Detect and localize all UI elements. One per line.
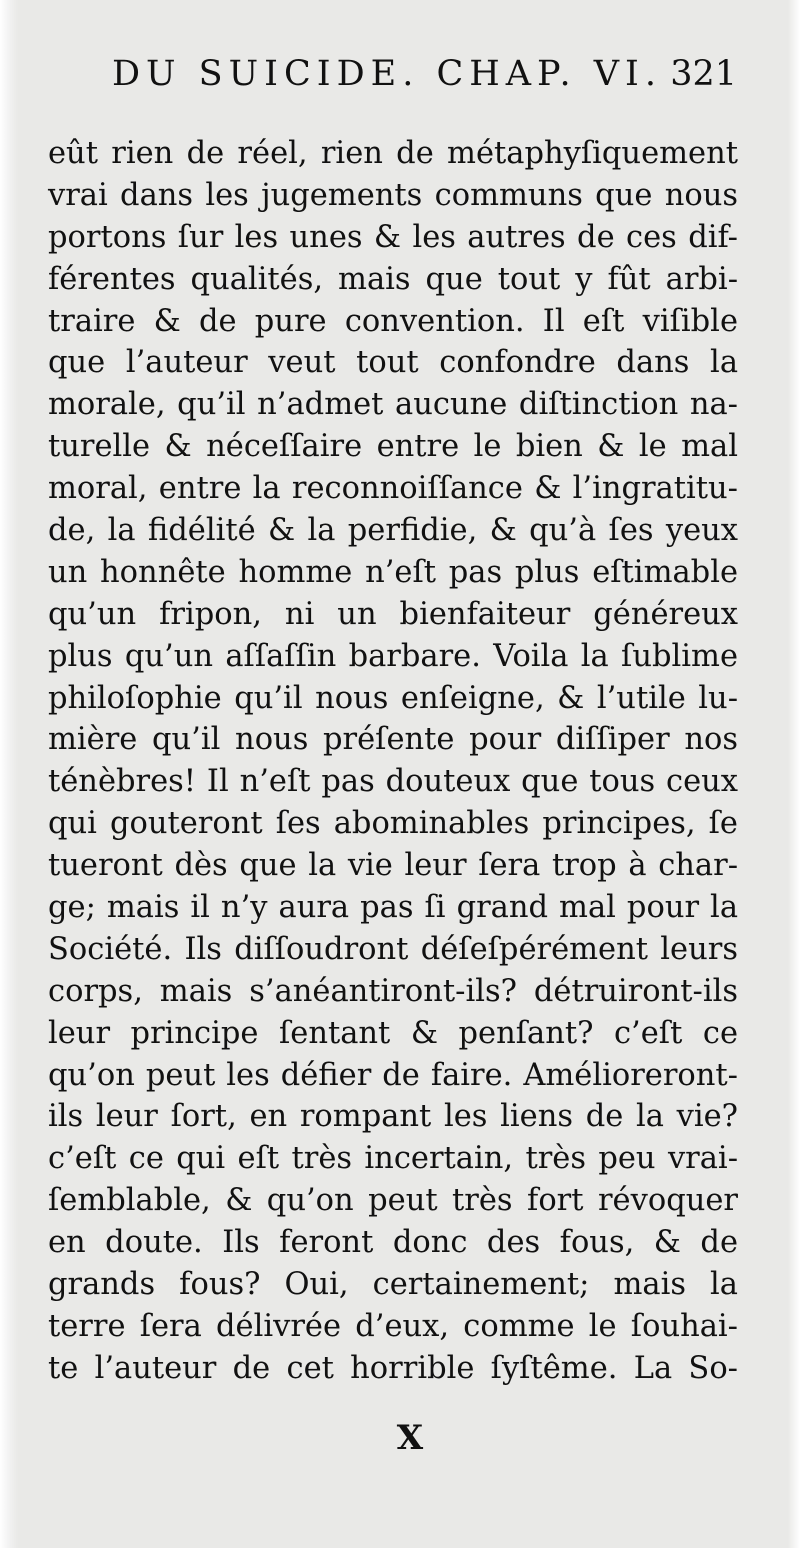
text-line: corps, mais s’anéantiront-ils? détruiront-ils xyxy=(48,973,738,1009)
text-line: qui gouteront ſes abominables principes, ſe xyxy=(48,806,738,842)
text-line: Société. Ils diſſoudront déſeſpérément leurs xyxy=(48,931,738,967)
text-line: morale, qu’il n’admet aucune diſtinction na- xyxy=(48,387,738,423)
text-line: eût rien de réel, rien de métaphyſiquement xyxy=(48,136,738,171)
text-line: c’eſt ce qui eſt très incertain, très peu vrai- xyxy=(48,1141,738,1177)
text-line: en doute. Ils feront donc des fous, & de xyxy=(48,1225,738,1261)
signature-mark: X xyxy=(396,1418,424,1458)
text-line: mière qu’il nous préſente pour diſſiper nos xyxy=(48,722,738,758)
text-line: qu’on peut les défier de faire. Amélioreront- xyxy=(48,1057,738,1093)
text-line: tueront dès que la vie leur ſera trop à char- xyxy=(48,848,738,884)
text-line: un honnête homme n’eſt pas plus eſtimable xyxy=(48,554,738,590)
running-header xyxy=(112,54,737,104)
body-text xyxy=(48,133,738,1390)
text-line: leur principe ſentant & penſant? c’eſt ce xyxy=(48,1015,738,1051)
text-line: qu’un fripon, ni un bienfaiteur généreux xyxy=(48,596,738,632)
text-line: philoſophie qu’il nous enſeigne, & l’utile lu- xyxy=(48,680,738,716)
text-line: que l’auteur veut tout confondre dans la xyxy=(48,345,738,381)
page-number: 321 xyxy=(670,54,737,94)
text-line: ténèbres! Il n’eſt pas douteux que tous ceux xyxy=(48,764,738,800)
binding-shadow xyxy=(0,0,18,1548)
text-line: ge; mais il n’y aura pas ſi grand mal pour la xyxy=(48,890,738,926)
text-line: terre ſera délivrée d’eux, comme le ſouhai- xyxy=(48,1308,738,1344)
text-line: te l’auteur de cet horrible ſyſtême. La So- xyxy=(48,1350,738,1386)
text-line: de, la fidélité & la perfidie, & qu’à ſes yeux xyxy=(48,513,738,549)
text-line: plus qu’un aſſaſſin barbare. Voila la ſublime xyxy=(48,638,738,674)
text-line: portons ſur les unes & les autres de ces dif- xyxy=(48,219,738,255)
text-line: vrai dans les jugements communs que nous xyxy=(48,177,738,213)
text-line: grands fous? Oui, certainement; mais la xyxy=(48,1267,738,1303)
page-edge xyxy=(788,0,800,1548)
text-line: ils leur ſort, en rompant les liens de la vie? xyxy=(48,1099,738,1135)
text-line: férentes qualités, mais que tout y fût arbi- xyxy=(48,261,738,297)
text-line: turelle & néceſſaire entre le bien & le mal xyxy=(48,429,738,465)
text-line: ſemblable, & qu’on peut très fort révoquer xyxy=(48,1183,738,1219)
text-line: moral, entre la reconnoiſſance & l’ingratitu- xyxy=(48,471,738,507)
running-title: DU SUICIDE. CHAP. VI. xyxy=(112,54,662,94)
text-line: traire & de pure convention. Il eſt viſible xyxy=(48,303,738,339)
